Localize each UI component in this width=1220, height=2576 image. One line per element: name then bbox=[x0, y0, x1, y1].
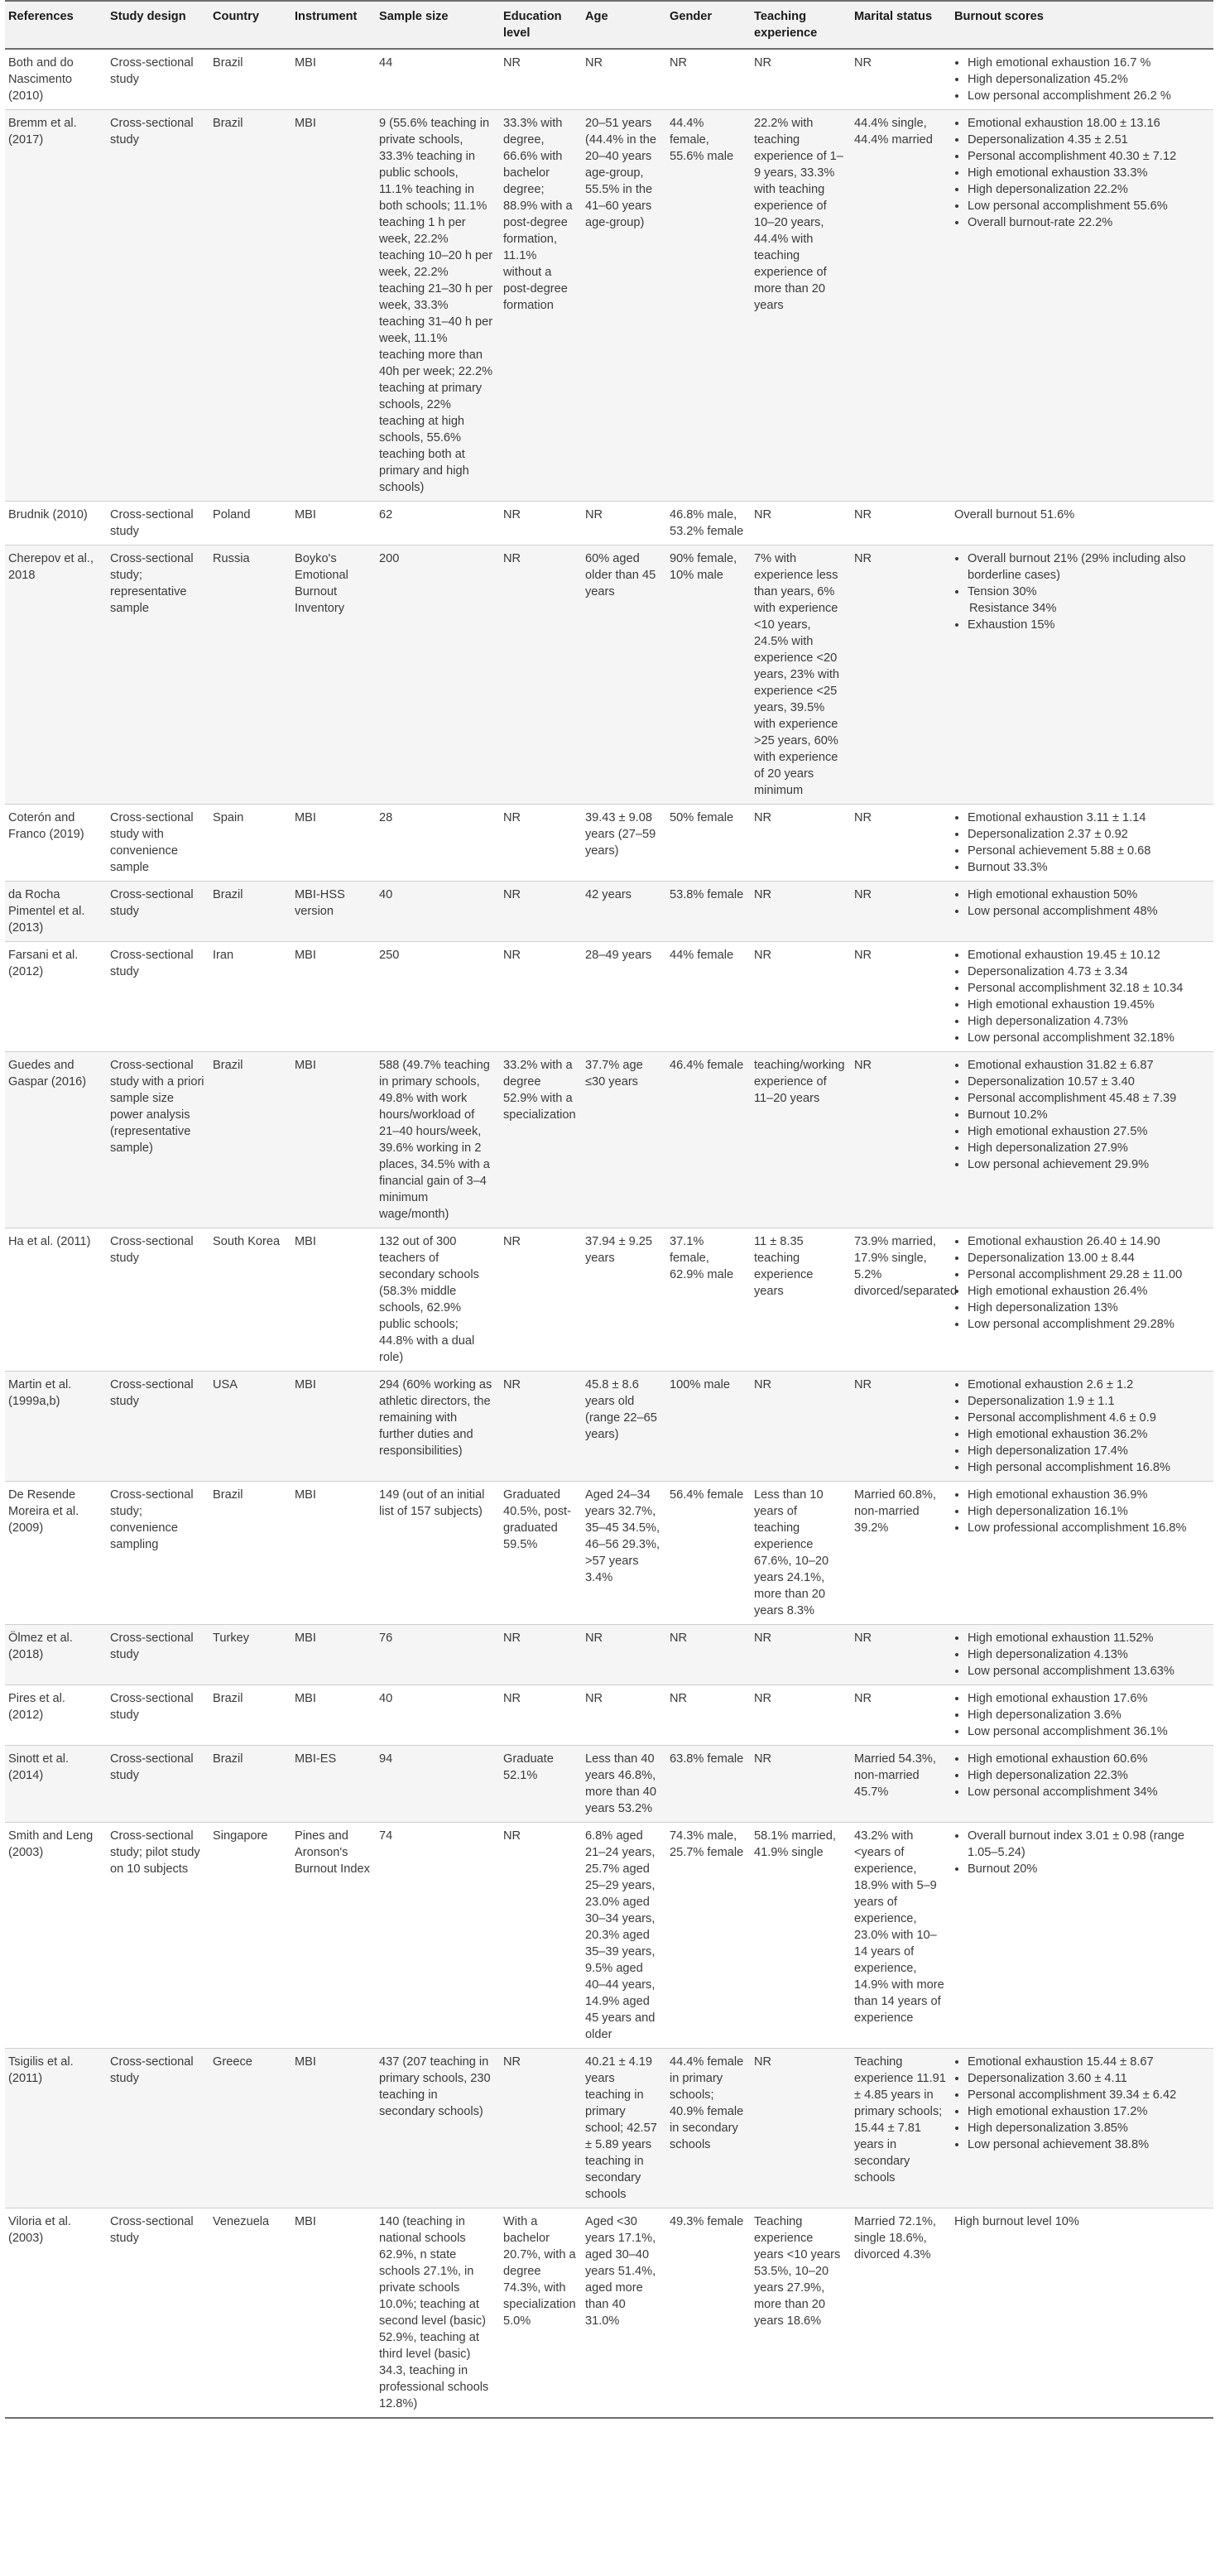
cell-country: Venezuela bbox=[209, 2208, 291, 2419]
cell-study-design: Cross-sectional study bbox=[107, 2049, 209, 2208]
cell-instrument: MBI bbox=[291, 1228, 376, 1372]
cell-marital-status: NR bbox=[851, 942, 951, 1052]
cell-burnout-scores bbox=[951, 1228, 1213, 1372]
cell-instrument: MBI bbox=[291, 805, 376, 882]
table-row bbox=[5, 1823, 1213, 2049]
cell-burnout-scores bbox=[951, 942, 1213, 1052]
burnout-item: • Emotional exhaustion 18.00 ± 13.16 bbox=[968, 115, 1208, 132]
cell-teaching-experience: NR bbox=[751, 502, 851, 545]
cell-study-design: Cross-sectional study bbox=[107, 1228, 209, 1372]
cell-education-level: Graduate 52.1% bbox=[500, 1746, 582, 1823]
cell-reference: Ha et al. (2011) bbox=[5, 1228, 107, 1372]
burnout-item: • High depersonalization 4.73% bbox=[968, 1013, 1208, 1030]
cell-study-design: Cross-sectional study; pilot study on 10 subjects bbox=[107, 1823, 209, 2049]
header-gender: Gender bbox=[666, 1, 751, 49]
cell-gender: 44.4% female in primary schools; 40.9% female in secondary schools bbox=[666, 2049, 751, 2208]
burnout-item: • Low personal accomplishment 13.63% bbox=[968, 1663, 1208, 1680]
burnout-item: • High personal accomplishment 16.8% bbox=[968, 1459, 1208, 1476]
header-age: Age bbox=[582, 1, 666, 49]
cell-teaching-experience: NR bbox=[751, 2049, 851, 2208]
table-row bbox=[5, 2208, 1213, 2419]
cell-sample-size: 74 bbox=[376, 1823, 500, 2049]
cell-study-design: Cross-sectional study bbox=[107, 502, 209, 545]
cell-country: Brazil bbox=[209, 1052, 291, 1228]
cell-age: 40.21 ± 4.19 years teaching in primary school; 42.57 ± 5.89 years teaching in secondary schools bbox=[582, 2049, 666, 2208]
burnout-item: • High depersonalization 27.9% bbox=[968, 1140, 1208, 1156]
burnout-item: • Emotional exhaustion 19.45 ± 10.12 bbox=[968, 947, 1208, 964]
table-row bbox=[5, 805, 1213, 882]
cell-age: 37.7% age ≤30 years bbox=[582, 1052, 666, 1228]
cell-marital-status: NR bbox=[851, 49, 951, 110]
cell-reference: Bremm et al. (2017) bbox=[5, 110, 107, 502]
cell-age: 60% aged older than 45 years bbox=[582, 545, 666, 805]
burnout-item: • High depersonalization 17.4% bbox=[968, 1443, 1208, 1459]
cell-country: Brazil bbox=[209, 49, 291, 110]
cell-gender: 46.4% female bbox=[666, 1052, 751, 1228]
cell-reference: Pires et al. (2012) bbox=[5, 1685, 107, 1746]
burnout-item: • Tension 30% bbox=[968, 584, 1208, 600]
cell-study-design: Cross-sectional study bbox=[107, 1372, 209, 1482]
cell-country: Brazil bbox=[209, 1482, 291, 1625]
cell-marital-status: 44.4% single, 44.4% married bbox=[851, 110, 951, 502]
burnout-item: • Exhaustion 15% bbox=[968, 617, 1208, 633]
cell-instrument: MBI bbox=[291, 502, 376, 545]
cell-teaching-experience: NR bbox=[751, 49, 851, 110]
burnout-item: Resistance 34% bbox=[969, 602, 1057, 615]
cell-burnout-scores bbox=[951, 882, 1213, 942]
cell-study-design: Cross-sectional study bbox=[107, 49, 209, 110]
cell-reference: Farsani et al. (2012) bbox=[5, 942, 107, 1052]
burnout-item: • High depersonalization 22.2% bbox=[968, 181, 1208, 198]
table-row bbox=[5, 1685, 1213, 1746]
burnout-item: • Burnout 10.2% bbox=[968, 1107, 1208, 1123]
burnout-item: • Low personal achievement 29.9% bbox=[968, 1156, 1208, 1173]
cell-teaching-experience: 22.2% with teaching experience of 1–9 years, 33.3% with teaching experience of 10–20 years, 44.4% with teaching experience of more than 20 years bbox=[751, 110, 851, 502]
cell-gender: NR bbox=[666, 49, 751, 110]
cell-marital-status: NR bbox=[851, 805, 951, 882]
cell-age: 45.8 ± 8.6 years old (range 22–65 years) bbox=[582, 1372, 666, 1482]
cell-marital-status: 43.2% with <years of experience, 18.9% with 5–9 years of experience, 23.0% with 10–14 years of experience, 14.9% with more than 14 years of experience bbox=[851, 1823, 951, 2049]
cell-age: Aged <30 years 17.1%, aged 30–40 years 51.4%, aged more than 40 31.0% bbox=[582, 2208, 666, 2419]
burnout-item: • High depersonalization 3.85% bbox=[968, 2120, 1208, 2136]
header-burnout-scores: Burnout scores bbox=[951, 1, 1213, 49]
cell-country: Greece bbox=[209, 2049, 291, 2208]
burnout-item: • Emotional exhaustion 15.44 ± 8.67 bbox=[968, 2054, 1208, 2070]
cell-education-level: With a bachelor 20.7%, with a degree 74.3%, with specialization 5.0% bbox=[500, 2208, 582, 2419]
burnout-item: • Emotional exhaustion 2.6 ± 1.2 bbox=[968, 1377, 1208, 1393]
cell-country: Poland bbox=[209, 502, 291, 545]
cell-instrument: MBI bbox=[291, 49, 376, 110]
burnout-item: • High emotional exhaustion 36.2% bbox=[968, 1426, 1208, 1443]
cell-reference: Coterón and Franco (2019) bbox=[5, 805, 107, 882]
cell-age: 20–51 years (44.4% in the 20–40 years age-group, 55.5% in the 41–60 years age-group) bbox=[582, 110, 666, 502]
cell-reference: Smith and Leng (2003) bbox=[5, 1823, 107, 2049]
cell-burnout-scores bbox=[951, 1625, 1213, 1685]
burnout-item: • High depersonalization 3.6% bbox=[968, 1707, 1208, 1723]
burnout-item: • Emotional exhaustion 3.11 ± 1.14 bbox=[968, 810, 1208, 826]
cell-instrument: MBI-HSS version bbox=[291, 882, 376, 942]
burnout-item: • Personal accomplishment 40.30 ± 7.12 bbox=[968, 148, 1208, 165]
table-row bbox=[5, 49, 1213, 110]
burnout-item: • Personal accomplishment 32.18 ± 10.34 bbox=[968, 980, 1208, 997]
table-row bbox=[5, 1372, 1213, 1482]
table-row bbox=[5, 1625, 1213, 1685]
cell-marital-status: NR bbox=[851, 882, 951, 942]
burnout-item: • High emotional exhaustion 27.5% bbox=[968, 1123, 1208, 1140]
cell-country: Brazil bbox=[209, 1746, 291, 1823]
cell-study-design: Cross-sectional study bbox=[107, 1746, 209, 1823]
cell-education-level: NR bbox=[500, 942, 582, 1052]
burnout-item: • Low personal accomplishment 48% bbox=[968, 903, 1208, 920]
cell-gender: 74.3% male, 25.7% female bbox=[666, 1823, 751, 2049]
cell-study-design: Cross-sectional study with a priori sample size power analysis (representative sample) bbox=[107, 1052, 209, 1228]
cell-sample-size: 200 bbox=[376, 545, 500, 805]
cell-sample-size: 40 bbox=[376, 882, 500, 942]
cell-teaching-experience: teaching/working experience of 11–20 years bbox=[751, 1052, 851, 1228]
cell-study-design: Cross-sectional study; convenience sampling bbox=[107, 1482, 209, 1625]
cell-burnout-scores bbox=[951, 110, 1213, 502]
cell-study-design: Cross-sectional study with convenience sample bbox=[107, 805, 209, 882]
burnout-item: • High depersonalization 16.1% bbox=[968, 1503, 1208, 1520]
cell-burnout-scores bbox=[951, 1823, 1213, 2049]
cell-gender: 49.3% female bbox=[666, 2208, 751, 2419]
burnout-item: • High depersonalization 4.13% bbox=[968, 1646, 1208, 1663]
header-instrument: Instrument bbox=[291, 1, 376, 49]
cell-age: 39.43 ± 9.08 years (27–59 years) bbox=[582, 805, 666, 882]
cell-country: USA bbox=[209, 1372, 291, 1482]
table-row bbox=[5, 1228, 1213, 1372]
cell-education-level: NR bbox=[500, 1625, 582, 1685]
burnout-item: • High emotional exhaustion 36.9% bbox=[968, 1487, 1208, 1503]
cell-teaching-experience: Less than 10 years of teaching experience 67.6%, 10–20 years 24.1%, more than 20 years 8.3% bbox=[751, 1482, 851, 1625]
cell-gender: 63.8% female bbox=[666, 1746, 751, 1823]
cell-burnout-scores bbox=[951, 1746, 1213, 1823]
burnout-item: • Low personal accomplishment 26.2 % bbox=[968, 88, 1208, 104]
cell-education-level: NR bbox=[500, 1372, 582, 1482]
cell-reference: Tsigilis et al. (2011) bbox=[5, 2049, 107, 2208]
cell-sample-size: 149 (out of an initial list of 157 subjects) bbox=[376, 1482, 500, 1625]
cell-country: Russia bbox=[209, 545, 291, 805]
cell-instrument: MBI bbox=[291, 1685, 376, 1746]
cell-burnout-scores: Overall burnout 51.6% bbox=[951, 502, 1213, 545]
cell-teaching-experience: NR bbox=[751, 805, 851, 882]
cell-study-design: Cross-sectional study; representative sample bbox=[107, 545, 209, 805]
header-country: Country bbox=[209, 1, 291, 49]
cell-reference: Ölmez et al. (2018) bbox=[5, 1625, 107, 1685]
cell-age: 37.94 ± 9.25 years bbox=[582, 1228, 666, 1372]
burnout-item: • Low personal accomplishment 34% bbox=[968, 1784, 1208, 1800]
header-teaching-experience: Teaching experience bbox=[751, 1, 851, 49]
burnout-item: • High emotional exhaustion 50% bbox=[968, 887, 1208, 903]
table-row bbox=[5, 1746, 1213, 1823]
burnout-item: • Low personal accomplishment 55.6% bbox=[968, 198, 1208, 214]
cell-country: Turkey bbox=[209, 1625, 291, 1685]
cell-age: Aged 24–34 years 32.7%, 35–45 34.5%, 46–56 29.3%, >57 years 3.4% bbox=[582, 1482, 666, 1625]
cell-study-design: Cross-sectional study bbox=[107, 110, 209, 502]
cell-age: NR bbox=[582, 502, 666, 545]
cell-reference: Guedes and Gaspar (2016) bbox=[5, 1052, 107, 1228]
header-education-level: Education level bbox=[500, 1, 582, 49]
burnout-item: • Personal accomplishment 39.34 ± 6.42 bbox=[968, 2087, 1208, 2103]
cell-teaching-experience: NR bbox=[751, 942, 851, 1052]
cell-country: Iran bbox=[209, 942, 291, 1052]
header-references: References bbox=[5, 1, 107, 49]
cell-marital-status: NR bbox=[851, 1625, 951, 1685]
cell-instrument: MBI bbox=[291, 2049, 376, 2208]
cell-gender: 90% female, 10% male bbox=[666, 545, 751, 805]
burnout-item: • Overall burnout 21% (29% including also borderline cases) bbox=[968, 550, 1208, 584]
cell-teaching-experience: NR bbox=[751, 1746, 851, 1823]
cell-reference: Sinott et al. (2014) bbox=[5, 1746, 107, 1823]
cell-sample-size: 28 bbox=[376, 805, 500, 882]
cell-sample-size: 588 (49.7% teaching in primary schools, 49.8% with work hours/workload of 21–40 hours/week, 39.6% working in 2 places, 34.5% with a financial gain of 3–4 minimum wage/month) bbox=[376, 1052, 500, 1228]
burnout-item: • Depersonalization 4.73 ± 3.34 bbox=[968, 964, 1208, 980]
header-marital-status: Marital status bbox=[851, 1, 951, 49]
table-row bbox=[5, 110, 1213, 502]
burnout-item: • High depersonalization 22.3% bbox=[968, 1767, 1208, 1784]
cell-study-design: Cross-sectional study bbox=[107, 1685, 209, 1746]
burnout-item: • Low personal accomplishment 29.28% bbox=[968, 1316, 1208, 1333]
cell-teaching-experience: NR bbox=[751, 1372, 851, 1482]
cell-burnout-scores: High burnout level 10% bbox=[951, 2208, 1213, 2419]
table-row bbox=[5, 1052, 1213, 1228]
table-row bbox=[5, 545, 1213, 805]
cell-education-level: NR bbox=[500, 1228, 582, 1372]
burnout-item: • Low professional accomplishment 16.8% bbox=[968, 1520, 1208, 1536]
burnout-item: • High depersonalization 13% bbox=[968, 1300, 1208, 1316]
burnout-item: • Depersonalization 2.37 ± 0.92 bbox=[968, 826, 1208, 843]
burnout-item: • Personal accomplishment 4.6 ± 0.9 bbox=[968, 1410, 1208, 1426]
cell-gender: 100% male bbox=[666, 1372, 751, 1482]
cell-age: 42 years bbox=[582, 882, 666, 942]
cell-teaching-experience: NR bbox=[751, 1625, 851, 1685]
burnout-item: • Low personal achievement 38.8% bbox=[968, 2136, 1208, 2153]
cell-education-level: NR bbox=[500, 882, 582, 942]
cell-age: NR bbox=[582, 49, 666, 110]
burnout-item: • Overall burnout index 3.01 ± 0.98 (range 1.05–5.24) bbox=[968, 1828, 1208, 1861]
cell-age: 6.8% aged 21–24 years, 25.7% aged 25–29 years, 23.0% aged 30–34 years, 20.3% aged 35–39 years, 9.5% aged 40–44 years, 14.9% aged 45 years and older bbox=[582, 1823, 666, 2049]
burnout-item: • High emotional exhaustion 16.7 % bbox=[968, 55, 1208, 71]
cell-marital-status: Teaching experience 11.91 ± 4.85 years in primary schools; 15.44 ± 7.81 years in secondary schools bbox=[851, 2049, 951, 2208]
cell-sample-size: 294 (60% working as athletic directors, the remaining with further duties and responsibilities) bbox=[376, 1372, 500, 1482]
cell-age: NR bbox=[582, 1625, 666, 1685]
cell-burnout-scores bbox=[951, 1372, 1213, 1482]
cell-education-level: 33.2% with a degree 52.9% with a specialization bbox=[500, 1052, 582, 1228]
cell-marital-status: NR bbox=[851, 1685, 951, 1746]
burnout-item: • High emotional exhaustion 33.3% bbox=[968, 165, 1208, 181]
cell-country: Brazil bbox=[209, 1685, 291, 1746]
burnout-item: • Low personal accomplishment 36.1% bbox=[968, 1723, 1208, 1740]
burnout-item: • High emotional exhaustion 17.2% bbox=[968, 2103, 1208, 2120]
cell-country: Brazil bbox=[209, 882, 291, 942]
cell-instrument: MBI bbox=[291, 942, 376, 1052]
cell-education-level: 33.3% with degree, 66.6% with bachelor degree; 88.9% with a post-degree formation, 11.1% without a post-degree formation bbox=[500, 110, 582, 502]
burnout-item: • Personal achievement 5.88 ± 0.68 bbox=[968, 843, 1208, 859]
cell-sample-size: 62 bbox=[376, 502, 500, 545]
burnout-item: • Depersonalization 10.57 ± 3.40 bbox=[968, 1074, 1208, 1090]
cell-age: 28–49 years bbox=[582, 942, 666, 1052]
table-row bbox=[5, 1482, 1213, 1625]
cell-marital-status: Married 72.1%, single 18.6%, divorced 4.3% bbox=[851, 2208, 951, 2419]
cell-burnout-scores bbox=[951, 49, 1213, 110]
header-study-design: Study design bbox=[107, 1, 209, 49]
cell-sample-size: 140 (teaching in national schools 62.9%, n state schools 27.1%, in private schools 10.0%; teaching at second level (basic) 52.9%, teaching at third level (basic) 34.3, teaching in professional schools 12.8%) bbox=[376, 2208, 500, 2419]
burnout-item: • Burnout 20% bbox=[968, 1861, 1208, 1877]
cell-gender: NR bbox=[666, 1685, 751, 1746]
table-row bbox=[5, 502, 1213, 545]
cell-burnout-scores bbox=[951, 1482, 1213, 1625]
cell-reference: Brudnik (2010) bbox=[5, 502, 107, 545]
burnout-item: • High emotional exhaustion 19.45% bbox=[968, 997, 1208, 1013]
cell-teaching-experience: Teaching experience years <10 years 53.5%, 10–20 years 27.9%, more than 20 years 18.6% bbox=[751, 2208, 851, 2419]
header-row bbox=[5, 1, 1213, 49]
cell-gender: 46.8% male, 53.2% female bbox=[666, 502, 751, 545]
cell-marital-status: NR bbox=[851, 545, 951, 805]
cell-sample-size: 40 bbox=[376, 1685, 500, 1746]
cell-gender: 50% female bbox=[666, 805, 751, 882]
burnout-item: • Overall burnout-rate 22.2% bbox=[968, 214, 1208, 231]
cell-sample-size: 132 out of 300 teachers of secondary schools (58.3% middle schools, 62.9% public schools; 44.8% with a dual role) bbox=[376, 1228, 500, 1372]
cell-burnout-scores bbox=[951, 1052, 1213, 1228]
cell-instrument: MBI bbox=[291, 1482, 376, 1625]
burnout-item: • Depersonalization 4.35 ± 2.51 bbox=[968, 132, 1208, 148]
cell-reference: Viloria et al. (2003) bbox=[5, 2208, 107, 2419]
table-row bbox=[5, 2049, 1213, 2208]
cell-instrument: MBI bbox=[291, 1625, 376, 1685]
cell-sample-size: 250 bbox=[376, 942, 500, 1052]
burnout-item: • High emotional exhaustion 26.4% bbox=[968, 1283, 1208, 1300]
cell-reference: De Resende Moreira et al. (2009) bbox=[5, 1482, 107, 1625]
cell-study-design: Cross-sectional study bbox=[107, 2208, 209, 2419]
burnout-item: • Personal accomplishment 45.48 ± 7.39 bbox=[968, 1090, 1208, 1107]
cell-gender: 44% female bbox=[666, 942, 751, 1052]
cell-marital-status: NR bbox=[851, 1052, 951, 1228]
cell-education-level: NR bbox=[500, 805, 582, 882]
cell-country: Spain bbox=[209, 805, 291, 882]
burnout-item: • Burnout 33.3% bbox=[968, 859, 1208, 876]
cell-instrument: MBI bbox=[291, 110, 376, 502]
cell-marital-status: NR bbox=[851, 1372, 951, 1482]
cell-gender: 56.4% female bbox=[666, 1482, 751, 1625]
cell-gender: 53.8% female bbox=[666, 882, 751, 942]
header-sample-size: Sample size bbox=[376, 1, 500, 49]
cell-marital-status: 73.9% married, 17.9% single, 5.2% divorced/separated bbox=[851, 1228, 951, 1372]
burnout-item: • Personal accomplishment 29.28 ± 11.00 bbox=[968, 1266, 1208, 1283]
cell-education-level: NR bbox=[500, 2049, 582, 2208]
cell-education-level: Graduated 40.5%, post-graduated 59.5% bbox=[500, 1482, 582, 1625]
cell-gender: 37.1% female, 62.9% male bbox=[666, 1228, 751, 1372]
cell-sample-size: 94 bbox=[376, 1746, 500, 1823]
burnout-item: • High depersonalization 45.2% bbox=[968, 71, 1208, 88]
table-row bbox=[5, 882, 1213, 942]
cell-age: Less than 40 years 46.8%, more than 40 years 53.2% bbox=[582, 1746, 666, 1823]
cell-education-level: NR bbox=[500, 49, 582, 110]
burnout-item: • Depersonalization 1.9 ± 1.1 bbox=[968, 1393, 1208, 1410]
burnout-item: • Low personal accomplishment 32.18% bbox=[968, 1030, 1208, 1046]
cell-gender: 44.4% female, 55.6% male bbox=[666, 110, 751, 502]
cell-education-level: NR bbox=[500, 1685, 582, 1746]
burnout-item: • Emotional exhaustion 26.40 ± 14.90 bbox=[968, 1233, 1208, 1250]
cell-education-level: NR bbox=[500, 502, 582, 545]
cell-teaching-experience: NR bbox=[751, 1685, 851, 1746]
cell-instrument: Boyko's Emotional Burnout Inventory bbox=[291, 545, 376, 805]
cell-teaching-experience: 11 ± 8.35 teaching experience years bbox=[751, 1228, 851, 1372]
burnout-item: • Emotional exhaustion 31.82 ± 6.87 bbox=[968, 1057, 1208, 1074]
cell-marital-status: Married 60.8%, non-married 39.2% bbox=[851, 1482, 951, 1625]
cell-country: Singapore bbox=[209, 1823, 291, 2049]
cell-study-design: Cross-sectional study bbox=[107, 942, 209, 1052]
cell-study-design: Cross-sectional study bbox=[107, 1625, 209, 1685]
cell-instrument: MBI bbox=[291, 2208, 376, 2419]
cell-instrument: MBI bbox=[291, 1372, 376, 1482]
cell-education-level: NR bbox=[500, 545, 582, 805]
cell-instrument: Pines and Aronson's Burnout Index bbox=[291, 1823, 376, 2049]
burnout-studies-table bbox=[5, 0, 1213, 2419]
cell-country: Brazil bbox=[209, 110, 291, 502]
burnout-item: • Depersonalization 3.60 ± 4.11 bbox=[968, 2070, 1208, 2087]
cell-sample-size: 9 (55.6% teaching in private schools, 33.3% teaching in public schools, 11.1% teaching in both schools; 11.1% teaching 1 h per week, 22.2% teaching 10–20 h per week, 22.2% teaching 21–30 h per week, 33.3% teaching 31–40 h per week, 11.1% teaching more than 40h per week; 22.2% teaching at primary schools, 22% teaching at high schools, 55.6% teaching both at primary and high schools) bbox=[376, 110, 500, 502]
cell-teaching-experience: NR bbox=[751, 882, 851, 942]
cell-marital-status: Married 54.3%, non-married 45.7% bbox=[851, 1746, 951, 1823]
cell-teaching-experience: 58.1% married, 41.9% single bbox=[751, 1823, 851, 2049]
cell-instrument: MBI bbox=[291, 1052, 376, 1228]
cell-burnout-scores bbox=[951, 1685, 1213, 1746]
table-row bbox=[5, 942, 1213, 1052]
cell-burnout-scores bbox=[951, 805, 1213, 882]
burnout-item: • High emotional exhaustion 17.6% bbox=[968, 1690, 1208, 1707]
cell-burnout-scores bbox=[951, 545, 1213, 805]
cell-instrument: MBI-ES bbox=[291, 1746, 376, 1823]
cell-sample-size: 437 (207 teaching in primary schools, 230 teaching in secondary schools) bbox=[376, 2049, 500, 2208]
cell-education-level: NR bbox=[500, 1823, 582, 2049]
burnout-item: • High emotional exhaustion 11.52% bbox=[968, 1630, 1208, 1646]
cell-age: NR bbox=[582, 1685, 666, 1746]
cell-gender: NR bbox=[666, 1625, 751, 1685]
cell-burnout-scores bbox=[951, 2049, 1213, 2208]
cell-sample-size: 44 bbox=[376, 49, 500, 110]
cell-reference: Cherepov et al., 2018 bbox=[5, 545, 107, 805]
burnout-item: • High emotional exhaustion 60.6% bbox=[968, 1751, 1208, 1767]
cell-marital-status: NR bbox=[851, 502, 951, 545]
cell-reference: Both and do Nascimento (2010) bbox=[5, 49, 107, 110]
cell-reference: da Rocha Pimentel et al. (2013) bbox=[5, 882, 107, 942]
burnout-item: • Depersonalization 13.00 ± 8.44 bbox=[968, 1250, 1208, 1266]
cell-country: South Korea bbox=[209, 1228, 291, 1372]
cell-teaching-experience: 7% with experience less than years, 6% with experience <10 years, 24.5% with experience <20 years, 23% with experience <25 years, 39.5% with experience >25 years, 60% with experience of 20 years minimum bbox=[751, 545, 851, 805]
cell-sample-size: 76 bbox=[376, 1625, 500, 1685]
cell-reference: Martin et al. (1999a,b) bbox=[5, 1372, 107, 1482]
cell-study-design: Cross-sectional study bbox=[107, 882, 209, 942]
